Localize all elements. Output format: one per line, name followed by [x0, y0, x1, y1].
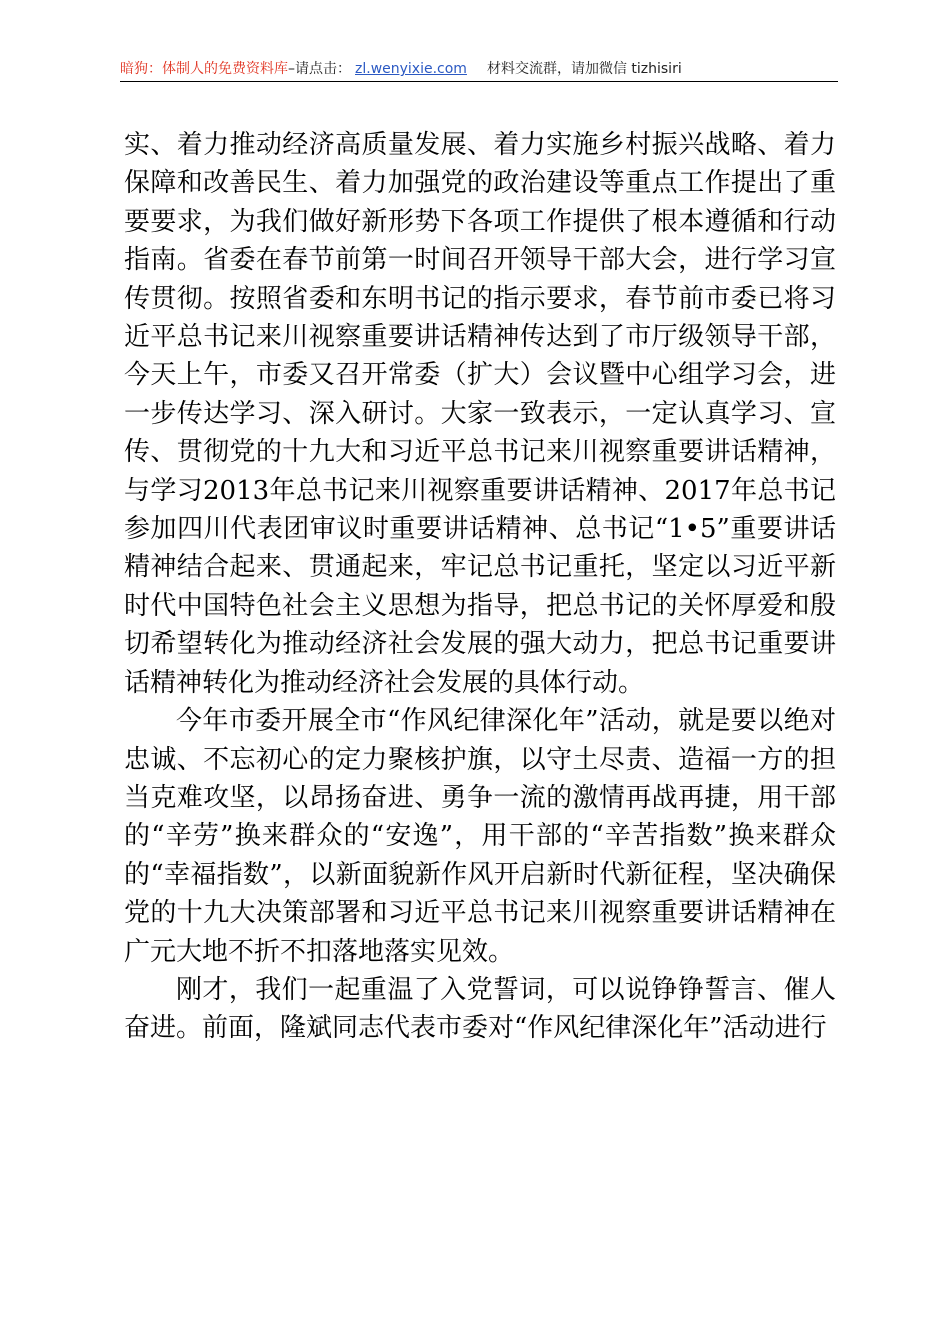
header-prompt: –请点击：	[288, 61, 351, 77]
header-contact: 材料交流群，请加微信 tizhisiri	[486, 61, 682, 77]
document-body	[124, 126, 836, 1048]
page-header	[120, 58, 838, 80]
paragraph-3: 刚才，我们一起重温了入党誓词，可以说铮铮誓言、催人奋进。前面，隆斌同志代表市委对“作风纪律深化年”活动进行	[124, 974, 836, 1044]
paragraph-2: 今年市委开展全市“作风纪律深化年”活动，就是要以绝对忠诚、不忘初心的定力聚核护旗，以守土尽责、造福一方的担当克难攻坚，以昂扬奋进、勇争一流的激情再战再捷，用干部的“辛劳”换来群众的“安逸”，用干部的“辛苦指数”换来群众的“幸福指数”，以新面貌新作风开启新时代新征程，坚决确保党的十九大决策部署和习近平总书记来川视察重要讲话精神在广元大地不折不扣落地落实见效。	[124, 706, 836, 967]
header-brand: 暗狗：体制人的免费资料库	[120, 61, 288, 77]
header-divider	[120, 81, 838, 82]
header-link[interactable]: zl.wenyixie.com	[355, 61, 467, 77]
paragraph-1: 实、着力推动经济高质量发展、着力实施乡村振兴战略、着力保障和改善民生、着力加强党的政治建设等重点工作提出了重要要求，为我们做好新形势下各项工作提供了根本遵循和行动指南。省委在春节前第一时间召开领导干部大会，进行学习宣传贯彻。按照省委和东明书记的指示要求，春节前市委已将习近平总书记来川视察重要讲话精神传达到了市厅级领导干部，今天上午，市委又召开常委（扩大）会议暨中心组学习会，进一步传达学习、深入研讨。大家一致表示，一定认真学习、宣传、贯彻党的十九大和习近平总书记来川视察重要讲话精神，与学习2013年总书记来川视察重要讲话精神、2017年总书记参加四川代表团审议时重要讲话精神、总书记“1•5”重要讲话精神结合起来、贯通起来，牢记总书记重托，坚定以习近平新时代中国特色社会主义思想为指导，把总书记的关怀厚爱和殷切希望转化为推动经济社会发展的强大动力，把总书记重要讲话精神转化为推动经济社会发展的具体行动。	[124, 130, 836, 698]
